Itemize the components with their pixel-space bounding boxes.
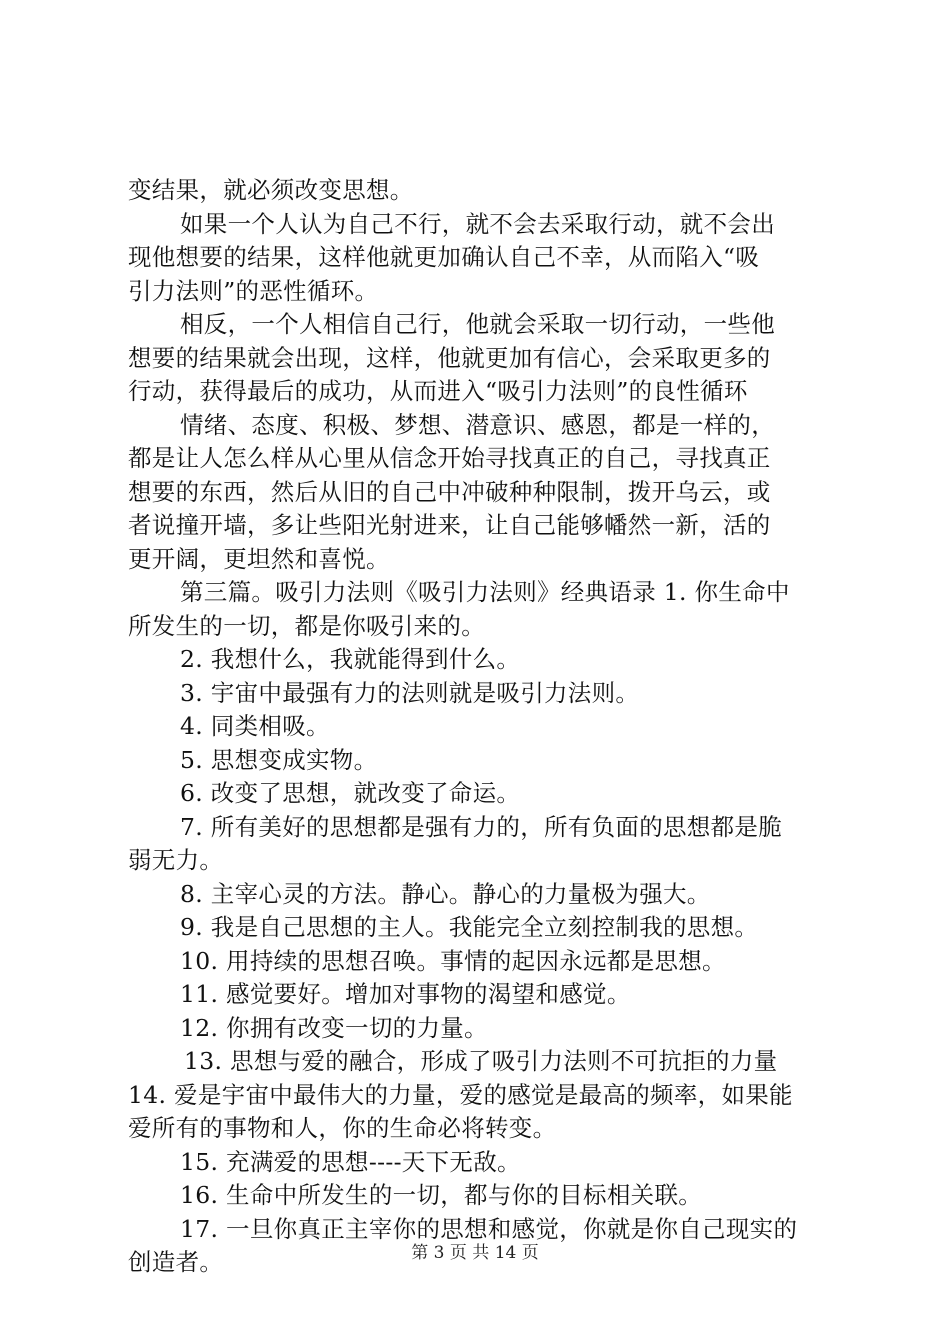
list-item: 9. 我是自己思想的主人。我能完全立刻控制我的思想。	[180, 913, 759, 941]
list-item: 8. 主宰心灵的方法。静心。静心的力量极为强大。	[180, 879, 711, 908]
list-item: 11. 感觉要好。增加对事物的渴望和感觉。	[180, 980, 631, 1008]
text-line: 现他想要的结果，这样他就更加确认自己不幸，从而陷入“吸	[128, 243, 760, 271]
list-item: 13. 思想与爱的融合，形成了吸引力法则不可抗拒的力量	[184, 1047, 778, 1075]
text-line: 如果一个人认为自己不行，就不会去采取行动，就不会出	[180, 209, 775, 238]
text-line: 情绪、态度、积极、梦想、潜意识、感恩，都是一样的，	[180, 410, 775, 439]
list-item: 10. 用持续的思想召唤。事情的起因永远都是思想。	[180, 946, 726, 975]
text-line: 弱无力。	[128, 846, 224, 874]
text-line: 更开阔，更坦然和喜悦。	[128, 544, 390, 573]
list-item: 7. 所有美好的思想都是强有力的，所有负面的思想都是脆	[180, 812, 782, 841]
list-item: 2. 我想什么，我就能得到什么。	[180, 645, 521, 673]
text-line: 引力法则”的恶性循环。	[128, 276, 379, 305]
list-item: 4. 同类相吸。	[180, 712, 330, 740]
text-line: 相反，一个人相信自己行，他就会采取一切行动，一些他	[180, 310, 775, 338]
text-line: 想要的东西，然后从旧的自己中冲破种种限制，拨开乌云，或	[128, 477, 771, 506]
list-item: 12. 你拥有改变一切的力量。	[180, 1013, 488, 1042]
list-item: 3. 宇宙中最强有力的法则就是吸引力法则。	[180, 678, 640, 707]
text-line: 者说撞开墙，多让些阳光射进来，让自己能够幡然一新，活的	[128, 511, 771, 539]
text-line: 变结果，就必须改变思想。	[128, 176, 414, 204]
list-item: 17. 一旦你真正主宰你的思想和感觉，你就是你自己现实的	[180, 1214, 798, 1243]
text-line: 创造者。	[128, 1248, 224, 1276]
text-line: 想要的结果就会出现，这样，他就更加有信心，会采取更多的	[128, 343, 771, 372]
text-line: 都是让人怎么样从心里从信念开始寻找真正的自己，寻找真正	[128, 444, 771, 472]
text-line: 第三篇。吸引力法则《吸引力法则》经典语录 1. 你生命中	[180, 578, 790, 606]
list-item: 16. 生命中所发生的一切，都与你的目标相关联。	[180, 1181, 703, 1209]
text-line: 所发生的一切，都是你吸引来的。	[128, 611, 485, 640]
text-line: 行动，获得最后的成功，从而进入“吸引力法则”的良性循环	[128, 377, 748, 405]
page-number-footer: 第 3 页 共 14 页	[411, 1243, 539, 1263]
list-item: 6. 改变了思想，就改变了命运。	[180, 779, 521, 807]
list-item: 15. 充满爱的思想----天下无敌。	[180, 1147, 521, 1176]
list-item: 14. 爱是宇宙中最伟大的力量，爱的感觉是最高的频率，如果能	[128, 1080, 793, 1109]
list-item: 5. 思想变成实物。	[180, 745, 378, 774]
text-line: 爱所有的事物和人，你的生命必将转变。	[128, 1114, 557, 1142]
document-body	[128, 174, 836, 1280]
